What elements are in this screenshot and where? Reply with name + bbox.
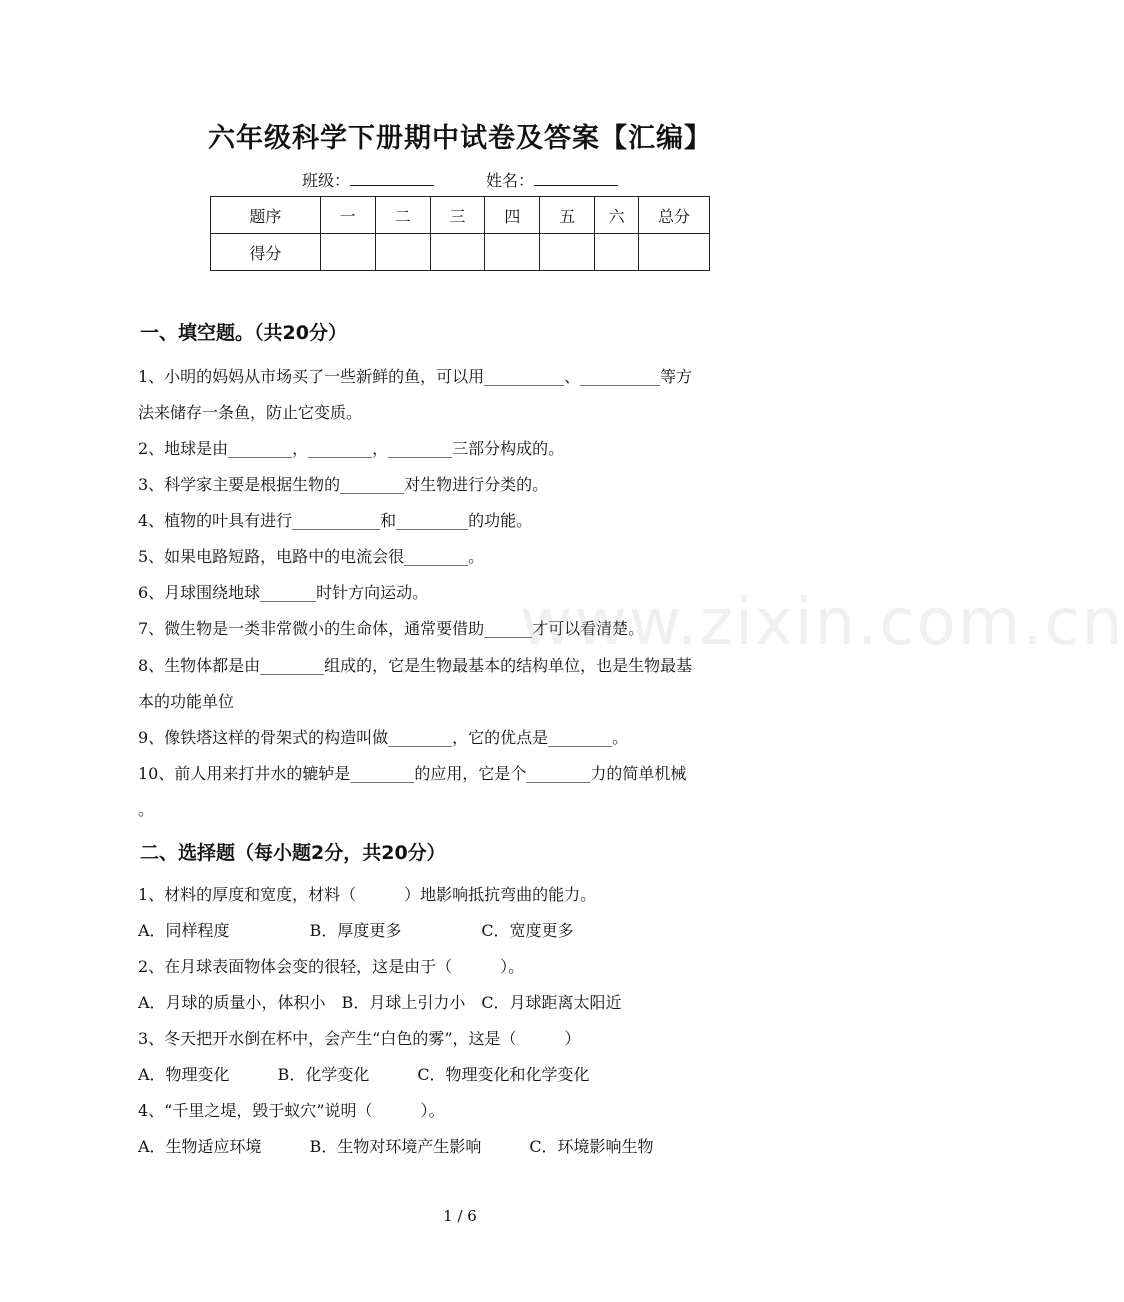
score-table <box>210 196 710 271</box>
option-line: A．物理变化 B．化学变化 C．物理变化和化学变化 <box>138 1065 590 1084</box>
score-cell <box>375 234 430 271</box>
document-title: 六年级科学下册期中试卷及答案【汇编】 <box>208 123 712 154</box>
question-line: 4、“千里之堤，毁于蚁穴”说明（ ）。 <box>138 1101 445 1120</box>
question-line: 1、材料的厚度和宽度，材料（ ）地影响抵抗弯曲的能力。 <box>138 885 597 904</box>
option-line: A．月球的质量小，体积小 B．月球上引力小 C．月球距离太阳近 <box>138 993 622 1012</box>
option-line: A．生物适应环境 B．生物对环境产生影响 C．环境影响生物 <box>138 1137 654 1156</box>
question-line: 4、植物的叶具有进行___________和_________的功能。 <box>138 511 533 530</box>
name-blank <box>534 171 618 186</box>
name-label: 姓名： <box>486 171 535 190</box>
score-header-cell: 六 <box>595 197 639 234</box>
score-cell <box>430 234 485 271</box>
score-row-label: 得分 <box>211 234 321 271</box>
score-table-score-row <box>211 234 710 271</box>
score-cell <box>540 234 595 271</box>
score-header-cell: 二 <box>375 197 430 234</box>
question-line: 8、生物体都是由________组成的，它是生物最基本的结构单位，也是生物最基 <box>138 656 693 675</box>
score-header-cell: 三 <box>430 197 485 234</box>
score-header-cell: 四 <box>485 197 540 234</box>
question-line: 3、冬天把开水倒在杯中，会产生“白色的雾”，这是（ ） <box>138 1029 581 1048</box>
question-line: 7、微生物是一类非常微小的生命体，通常要借助______才可以看清楚。 <box>138 619 645 638</box>
question-line: 3、科学家主要是根据生物的________对生物进行分类的。 <box>138 475 549 494</box>
score-cell <box>595 234 639 271</box>
score-header-cell: 一 <box>320 197 375 234</box>
question-line: 9、像铁塔这样的骨架式的构造叫做________，它的优点是________。 <box>138 728 629 747</box>
class-blank <box>350 171 434 186</box>
question-line: 5、如果电路短路，电路中的电流会很________。 <box>138 547 485 566</box>
score-header-cell: 五 <box>540 197 595 234</box>
score-header-cell: 总分 <box>639 197 710 234</box>
question-line: 2、在月球表面物体会变的很轻，这是由于（ ）。 <box>138 957 525 976</box>
question-line: 。 <box>138 800 155 819</box>
score-cell <box>639 234 710 271</box>
question-line: 2、地球是由________，________，________三部分构成的。 <box>138 439 565 458</box>
question-line: 本的功能单位 <box>138 692 235 711</box>
watermark: www.zixin.com.cn <box>520 586 1124 660</box>
score-cell <box>320 234 375 271</box>
section2-title: 二、选择题（每小题2分，共20分） <box>140 842 446 864</box>
question-line: 1、小明的妈妈从市场买了一些新鲜的鱼，可以用__________、__________等方 <box>138 367 693 386</box>
student-info <box>0 168 920 191</box>
score-table-header-row <box>211 197 710 234</box>
section1-title: 一、填空题。（共20分） <box>140 322 347 344</box>
question-line: 10、前人用来打井水的辘轳是________的应用，它是个________力的简单机械 <box>138 764 687 783</box>
score-cell <box>485 234 540 271</box>
question-line: 6、月球围绕地球_______时针方向运动。 <box>138 583 429 602</box>
question-line: 法来储存一条鱼，防止它变质。 <box>138 403 363 422</box>
option-line: A．同样程度 B．厚度更多 C．宽度更多 <box>138 921 574 940</box>
score-header-cell: 题序 <box>211 197 321 234</box>
class-label: 班级： <box>301 171 350 190</box>
page-number: 1 / 6 <box>443 1207 477 1225</box>
